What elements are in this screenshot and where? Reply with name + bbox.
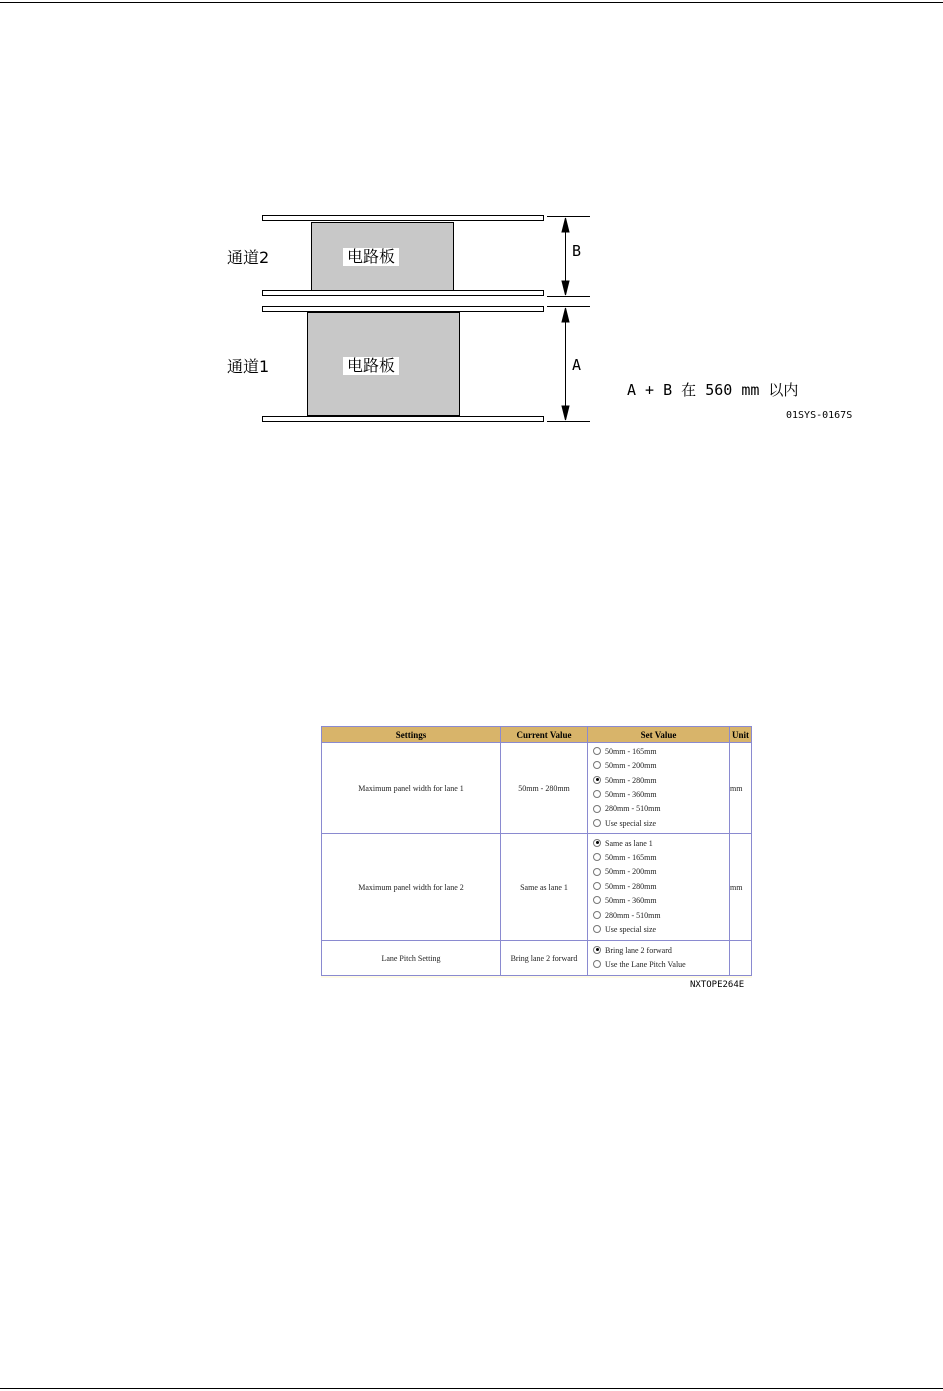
radio-option[interactable] <box>588 894 729 908</box>
radio-button-selected-icon[interactable] <box>593 776 601 784</box>
page-bottom-rule <box>0 1388 943 1389</box>
radio-button-icon[interactable] <box>593 790 601 798</box>
radio-button-icon[interactable] <box>593 805 601 813</box>
lane-diagram <box>0 0 943 440</box>
header-unit: Unit <box>730 727 752 743</box>
lane2-label: 通道2 <box>227 248 270 267</box>
radio-option[interactable] <box>588 837 729 851</box>
radio-option[interactable] <box>588 745 729 759</box>
radio-button-icon[interactable] <box>593 925 601 933</box>
current-value: 50mm - 280mm <box>501 743 588 834</box>
radio-button-icon[interactable] <box>593 868 601 876</box>
radio-button-icon[interactable] <box>593 747 601 755</box>
radio-button-selected-icon[interactable] <box>593 839 601 847</box>
lane1-label: 通道1 <box>227 357 270 376</box>
radio-option-label: 50mm - 280mm <box>605 881 657 891</box>
radio-option-label: 50mm - 165mm <box>605 746 657 756</box>
radio-option[interactable] <box>588 958 729 972</box>
radio-option-label: 50mm - 200mm <box>605 761 657 771</box>
radio-option-label: 50mm - 165mm <box>605 853 657 863</box>
current-value: Bring lane 2 forward <box>501 941 588 976</box>
radio-button-icon[interactable] <box>593 960 601 968</box>
current-value: Same as lane 1 <box>501 834 588 941</box>
table-figure-code: NXTOPE264E <box>690 980 745 990</box>
header-set-value: Set Value <box>588 727 730 743</box>
radio-option[interactable] <box>588 909 729 923</box>
set-value-options <box>588 834 730 941</box>
radio-option-label: 50mm - 280mm <box>605 775 657 785</box>
radio-option-label: Use the Lane Pitch Value <box>605 960 686 969</box>
radio-option-label: Use special size <box>605 924 657 934</box>
radio-option[interactable] <box>588 817 729 831</box>
radio-option[interactable] <box>588 788 729 802</box>
set-value-options <box>588 743 730 834</box>
radio-option[interactable] <box>588 774 729 788</box>
diagram-figure-code: 01SYS-0167S <box>786 410 853 421</box>
unit-value: mm <box>730 834 752 941</box>
radio-button-icon[interactable] <box>593 761 601 769</box>
table-row-lane1-width <box>322 743 752 834</box>
radio-option-label: Use special size <box>605 818 657 828</box>
table-row-lane-pitch <box>322 941 752 976</box>
setting-name: Maximum panel width for lane 2 <box>322 834 501 941</box>
radio-button-selected-icon[interactable] <box>593 946 601 954</box>
lane2-board-label: 电路板 <box>343 248 399 266</box>
width-limit-note: A + B 在 560 mm 以内 <box>627 381 799 399</box>
radio-button-icon[interactable] <box>593 896 601 904</box>
radio-button-icon[interactable] <box>593 911 601 919</box>
setting-name: Lane Pitch Setting <box>322 941 501 976</box>
radio-option-label: 50mm - 360mm <box>605 896 657 906</box>
radio-option[interactable] <box>588 865 729 879</box>
radio-option-label: Bring lane 2 forward <box>605 945 672 955</box>
table-header-row <box>322 727 752 743</box>
dimension-b-label: B <box>572 242 582 260</box>
radio-option-label: Same as lane 1 <box>605 838 653 848</box>
radio-option-label: 50mm - 200mm <box>605 867 657 877</box>
radio-option[interactable] <box>588 851 729 865</box>
unit-value: mm <box>730 743 752 834</box>
radio-button-icon[interactable] <box>593 882 601 890</box>
dimension-a-label: A <box>572 356 582 374</box>
radio-option[interactable] <box>588 944 729 958</box>
settings-table-screenshot <box>321 726 752 978</box>
header-current-value: Current Value <box>501 727 588 743</box>
set-value-options <box>588 941 730 976</box>
unit-value <box>730 941 752 976</box>
radio-button-icon[interactable] <box>593 853 601 861</box>
radio-option[interactable] <box>588 880 729 894</box>
header-settings: Settings <box>322 727 501 743</box>
settings-table <box>321 726 752 976</box>
table-row-lane2-width <box>322 834 752 941</box>
radio-option-label: 280mm - 510mm <box>605 910 661 920</box>
dimension-lines <box>0 0 943 440</box>
radio-button-icon[interactable] <box>593 819 601 827</box>
radio-option-label: 50mm - 360mm <box>605 790 657 799</box>
radio-option[interactable] <box>588 923 729 937</box>
radio-option[interactable] <box>588 759 729 773</box>
lane1-board-label: 电路板 <box>343 357 399 375</box>
radio-option-label: 280mm - 510mm <box>605 804 661 814</box>
radio-option[interactable] <box>588 802 729 816</box>
setting-name: Maximum panel width for lane 1 <box>322 743 501 834</box>
